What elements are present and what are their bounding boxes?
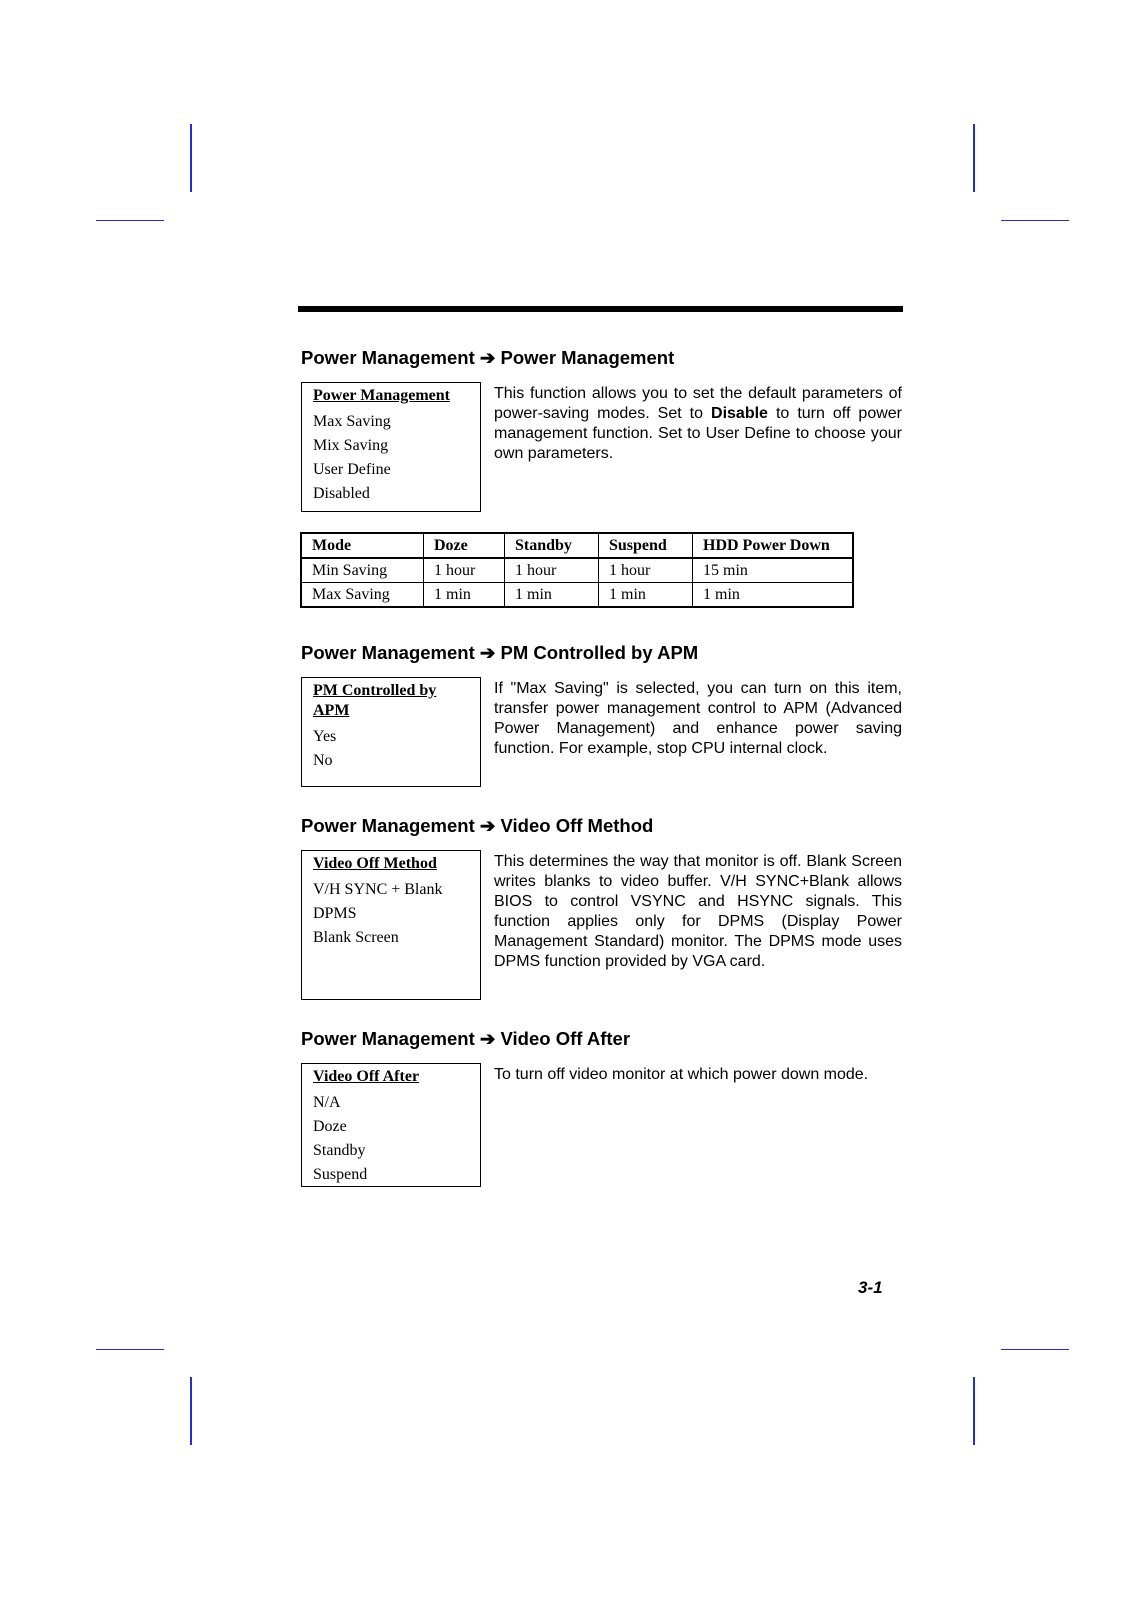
options-box-title: Video Off Method (313, 855, 437, 872)
header-rule (298, 306, 903, 312)
options-box (301, 382, 481, 512)
table-cell: 15 min (693, 558, 854, 583)
section-description: If "Max Saving" is selected, you can turn on this item, transfer power management control to APM (Advanced Power Management) and enhance power saving function. For example, stop CPU internal clock. (494, 680, 902, 757)
page-number: 3-1 (858, 1278, 883, 1297)
section-pm-controlled-by-apm (301, 641, 905, 791)
table-cell: 1 hour (424, 558, 505, 583)
table-cell: 1 hour (505, 558, 599, 583)
crop-mark (96, 1349, 164, 1350)
description-text: to turn off power management function. Set to User Define to choose your own parameters. (494, 405, 902, 462)
table-row (301, 583, 853, 608)
crop-mark (1001, 1349, 1069, 1350)
crop-mark (96, 220, 164, 221)
option-item: Yes (313, 728, 337, 745)
option-item: Mix Saving (313, 437, 389, 454)
option-item: Blank Screen (313, 929, 399, 946)
crop-mark (190, 124, 192, 192)
table-cell: 1 hour (599, 558, 693, 583)
section-description: This determines the way that monitor is off. Blank Screen writes blanks to video buffer. V/H SYNC+Blank allows BIOS to control VSYNC and HSYNC signals. This function applies only for DPMS (Display Power Management Standard) monitor. The DPMS mode uses DPMS function provided by VGA card. (494, 853, 902, 970)
section-title: Power Management ➔ Power Management (301, 347, 675, 368)
section-title: Power Management ➔ Video Off After (301, 1028, 631, 1049)
table-cell: 1 min (693, 583, 854, 608)
options-box-title: PM Controlled by APM (313, 682, 437, 719)
section-description (494, 384, 902, 464)
option-item: V/H SYNC + Blank (313, 881, 443, 898)
options-box (301, 1063, 481, 1187)
crop-mark (190, 1377, 192, 1445)
table-cell: 1 min (505, 583, 599, 608)
table-cell: 1 min (424, 583, 505, 608)
options-box-title: Power Management (313, 387, 450, 404)
table-row (301, 558, 853, 583)
section-video-off-method (301, 814, 905, 1004)
table-header: Standby (505, 533, 599, 558)
options-box (301, 850, 481, 1000)
section-video-off-after (301, 1027, 905, 1197)
description-bold: Disable (711, 405, 768, 422)
section-power-management (301, 346, 905, 506)
section-title: Power Management ➔ Video Off Method (301, 815, 654, 836)
table-header-row (301, 533, 853, 558)
option-item: User Define (313, 461, 391, 478)
table-cell: Min Saving (301, 558, 424, 583)
table-header: Suspend (599, 533, 693, 558)
description-text: This function allows you to set the default parameters of power-saving modes. Set to (494, 385, 902, 422)
option-item: Suspend (313, 1166, 368, 1183)
option-item: Doze (313, 1118, 347, 1135)
section-description: To turn off video monitor at which power down mode. (494, 1066, 869, 1083)
options-box (301, 677, 481, 787)
options-box-title: Video Off After (313, 1068, 420, 1085)
option-item: No (313, 752, 333, 769)
crop-mark (973, 124, 975, 192)
table-header: Mode (301, 533, 424, 558)
table-header: HDD Power Down (693, 533, 854, 558)
option-item: DPMS (313, 905, 357, 922)
table-cell: 1 min (599, 583, 693, 608)
option-item: Disabled (313, 485, 370, 502)
table-header: Doze (424, 533, 505, 558)
section-title: Power Management ➔ PM Controlled by APM (301, 642, 699, 663)
option-item: Max Saving (313, 413, 391, 430)
table-cell: Max Saving (301, 583, 424, 608)
option-item: N/A (313, 1094, 341, 1111)
mode-table (300, 532, 854, 608)
crop-mark (1001, 220, 1069, 221)
crop-mark (973, 1377, 975, 1445)
option-item: Standby (313, 1142, 366, 1159)
